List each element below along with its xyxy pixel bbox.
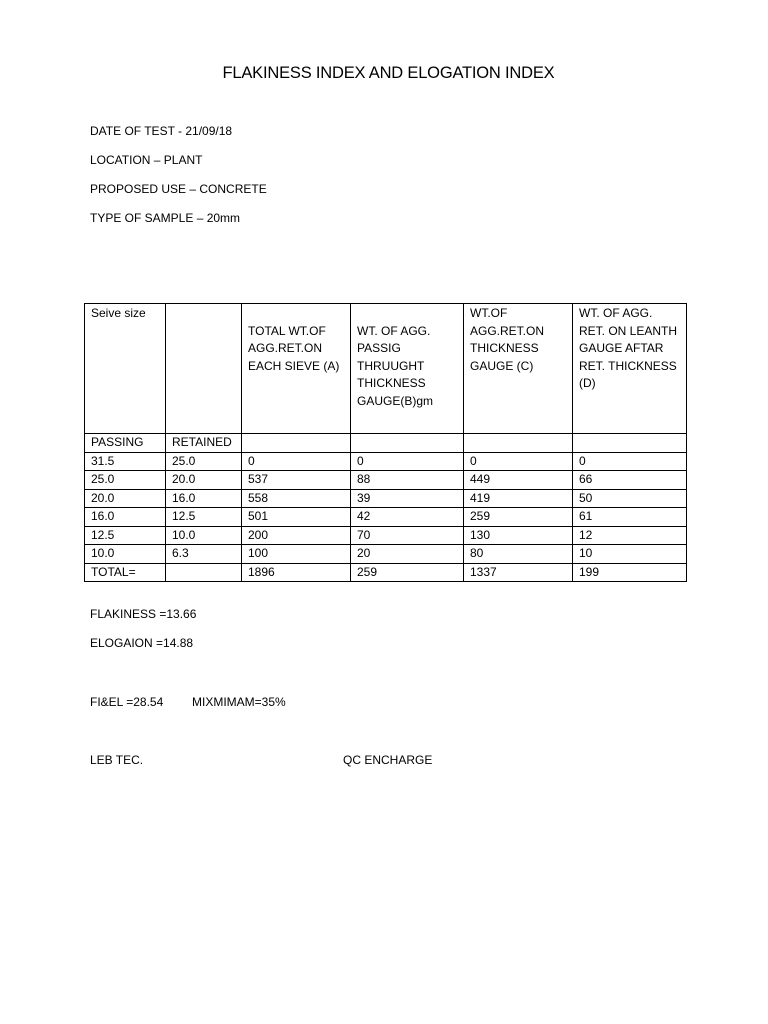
table-cell: 50 [573, 489, 687, 508]
table-cell: 12 [573, 526, 687, 545]
table-row [85, 471, 687, 490]
table-cell: 42 [351, 508, 464, 527]
table-cell: 20 [351, 545, 464, 564]
table-cell: 12.5 [85, 526, 166, 545]
table-cell: 0 [573, 452, 687, 471]
table-cell [166, 563, 242, 582]
date-of-test: DATE OF TEST - 21/09/18 [90, 124, 233, 138]
table-cell: 39 [351, 489, 464, 508]
table-cell: 10.0 [166, 526, 242, 545]
table-cell: 61 [573, 508, 687, 527]
proposed-use: PROPOSED USE – CONCRETE [90, 182, 267, 196]
table-cell: 1337 [464, 563, 573, 582]
table-cell: PASSING [85, 434, 166, 453]
table-cell: 537 [242, 471, 351, 490]
table-cell: 20.0 [166, 471, 242, 490]
table-total-row [85, 563, 687, 582]
table-cell: 200 [242, 526, 351, 545]
table-cell: 66 [573, 471, 687, 490]
table-cell: 10 [573, 545, 687, 564]
table-header-row [85, 304, 687, 434]
table-cell: 80 [464, 545, 573, 564]
header-total-weight: TOTAL WT.OF AGG.RET.ON EACH SIEVE (A) [242, 304, 351, 434]
sieve-table [84, 303, 687, 582]
flakiness-result: FLAKINESS =13.66 [90, 607, 197, 621]
table-row [85, 452, 687, 471]
table-cell: 0 [242, 452, 351, 471]
table-cell: 199 [573, 563, 687, 582]
table-cell: 88 [351, 471, 464, 490]
table-cell: 558 [242, 489, 351, 508]
table-cell: 259 [464, 508, 573, 527]
table-cell: TOTAL= [85, 563, 166, 582]
header-retained-thickness: WT.OF AGG.RET.ON THICKNESS GAUGE (C) [464, 304, 573, 434]
table-row [85, 526, 687, 545]
table-cell [464, 434, 573, 453]
type-of-sample: TYPE OF SAMPLE – 20mm [90, 211, 241, 225]
table-cell [242, 434, 351, 453]
page-title: FLAKINESS INDEX AND ELOGATION INDEX [222, 64, 555, 82]
table-cell: 16.0 [166, 489, 242, 508]
table-cell: 0 [351, 452, 464, 471]
table-cell: 100 [242, 545, 351, 564]
header-retained-length: WT. OF AGG. RET. ON LEANTH GAUGE AFTAR RET. THICKNESS (D) [573, 304, 687, 434]
table-cell: 6.3 [166, 545, 242, 564]
table-cell: 449 [464, 471, 573, 490]
table-cell: 20.0 [85, 489, 166, 508]
header-blank [166, 304, 242, 434]
table-row [85, 508, 687, 527]
header-passing-thickness: WT. OF AGG. PASSIG THRUUGHT THICKNESS GAUGE(B)gm [351, 304, 464, 434]
table-cell: 12.5 [166, 508, 242, 527]
table-cell: 31.5 [85, 452, 166, 471]
table-row [85, 434, 687, 453]
table-cell: 259 [351, 563, 464, 582]
table-cell: 25.0 [85, 471, 166, 490]
qc-incharge-signature: QC ENCHARGE [343, 753, 433, 767]
table-cell: RETAINED [166, 434, 242, 453]
table-cell: 501 [242, 508, 351, 527]
table-cell: 0 [464, 452, 573, 471]
table-cell: 1896 [242, 563, 351, 582]
combined-index-result: FI&EL =28.54 [90, 695, 164, 709]
table-cell [573, 434, 687, 453]
table-cell: 10.0 [85, 545, 166, 564]
maximum-limit: MIXMIMAM=35% [192, 695, 286, 709]
table-cell: 16.0 [85, 508, 166, 527]
lab-technician-signature: LEB TEC. [90, 753, 144, 767]
table-cell: 25.0 [166, 452, 242, 471]
table-row [85, 489, 687, 508]
table-row [85, 545, 687, 564]
table-cell: 70 [351, 526, 464, 545]
table-cell: 130 [464, 526, 573, 545]
elongation-result: ELOGAION =14.88 [90, 636, 194, 650]
table-cell: 419 [464, 489, 573, 508]
table-cell [351, 434, 464, 453]
location: LOCATION – PLANT [90, 153, 203, 167]
header-sieve-size: Seive size [85, 304, 166, 434]
